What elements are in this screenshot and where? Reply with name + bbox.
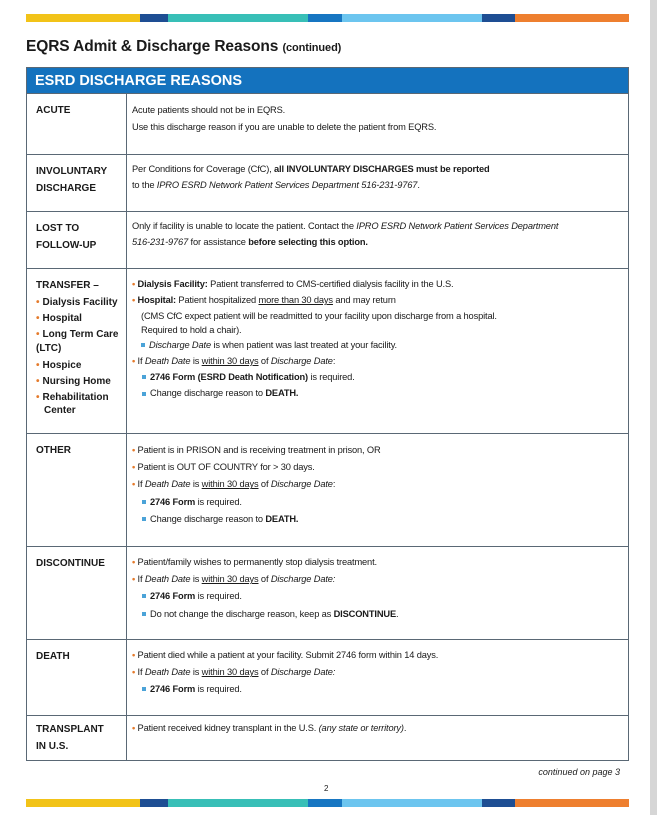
transfer-item: • Hospice: [36, 359, 82, 371]
transfer-item: • Dialysis Facility: [36, 296, 118, 308]
row-content: • Patient died while a patient at your facility. Submit 2746 form within 14 days. • If Death Date is within 30 days of Discharge Date: 2746 Form is required.: [132, 650, 439, 695]
table-row-other: [27, 433, 628, 546]
table-row-lost-to-follow-up: [27, 211, 628, 268]
row-label: TRANSFER – • Dialysis Facility • Hospital • Long Term Care (LTC) • Hospice • Nursing Home • Rehabilitation Center: [27, 269, 127, 433]
row-label: DISCONTINUE: [27, 547, 127, 639]
square-bullet-icon: [142, 375, 146, 379]
square-bullet-icon: [142, 594, 146, 598]
square-bullet-icon: [142, 612, 146, 616]
row-label: OTHER: [27, 434, 127, 546]
bottom-color-band: [26, 799, 629, 807]
page-number: 2: [324, 784, 329, 793]
row-content: • Patient received kidney transplant in the U.S. (any state or territory).: [132, 723, 407, 733]
transfer-item: • Hospital: [36, 313, 82, 324]
row-content: • Dialysis Facility: Patient transferred to CMS-certified dialysis facility in the U.S. • Hospital: Patient hospitalized more than 30 days and may return (CMS CfC expect patient will be readmitted to your facility upon discharge from a hospital. Required to hold a chair). Discharge Date is when patient was last treated at your facility. • If Death Date is within 30 days of Discharge Date: 2746 Form (ESRD Death Notification) is required. Change discharge reason to DEATH.: [132, 279, 497, 399]
row-content: Per Conditions for Coverage (CfC), all INVOLUNTARY DISCHARGES must be reported to the IPRO ESRD Network Patient Services Department 516-231-9767.: [132, 164, 490, 190]
row-label: LOST TO FOLLOW-UP: [27, 212, 127, 268]
top-color-band: [26, 14, 629, 22]
transfer-item: • Rehabilitation Center: [36, 391, 109, 416]
square-bullet-icon: [142, 687, 146, 691]
row-content: • Patient/family wishes to permanently stop dialysis treatment. • If Death Date is within 30 days of Discharge Date: 2746 Form is required. Do not change the discharge reason, keep as DISCONTINUE.: [132, 557, 399, 619]
transfer-item: • Long Term Care (LTC): [36, 328, 119, 354]
square-bullet-icon: [142, 500, 146, 504]
square-bullet-icon: [142, 517, 146, 521]
discharge-reasons-table: [26, 67, 629, 761]
square-bullet-icon: [141, 343, 145, 347]
table-row-discontinue: [27, 546, 628, 639]
row-content: Acute patients should not be in EQRS. Use this discharge reason if you are unable to delete the patient from EQRS.: [132, 105, 437, 133]
table-row-acute: [27, 93, 628, 154]
page-title: EQRS Admit & Discharge Reasons (continued): [26, 38, 342, 55]
square-bullet-icon: [142, 392, 146, 396]
row-content: • Patient is in PRISON and is receiving treatment in prison, OR • Patient is OUT OF COUNTRY for > 30 days. • If Death Date is within 30 days of Discharge Date: 2746 Form is required. Change discharge reason to DEATH.: [132, 445, 381, 524]
continued-note: continued on page 3: [538, 767, 620, 777]
transfer-item: • Nursing Home: [36, 376, 111, 387]
table-header: ESRD DISCHARGE REASONS: [27, 68, 628, 94]
table-row-transplant: [27, 715, 628, 760]
row-label: TRANSPLANT IN U.S.: [27, 716, 127, 760]
row-content: Only if facility is unable to locate the patient. Contact the IPRO ESRD Network Patient Services Department 516-231-9767 for assistance before selecting this option.: [132, 221, 559, 247]
table-row-involuntary-discharge: [27, 154, 628, 211]
table-row-transfer: [27, 268, 628, 433]
page-edge-shadow: [650, 0, 657, 815]
row-label: ACUTE: [27, 94, 127, 154]
row-label: DEATH: [27, 640, 127, 715]
table-row-death: [27, 639, 628, 715]
row-label: INVOLUNTARY DISCHARGE: [27, 155, 127, 211]
